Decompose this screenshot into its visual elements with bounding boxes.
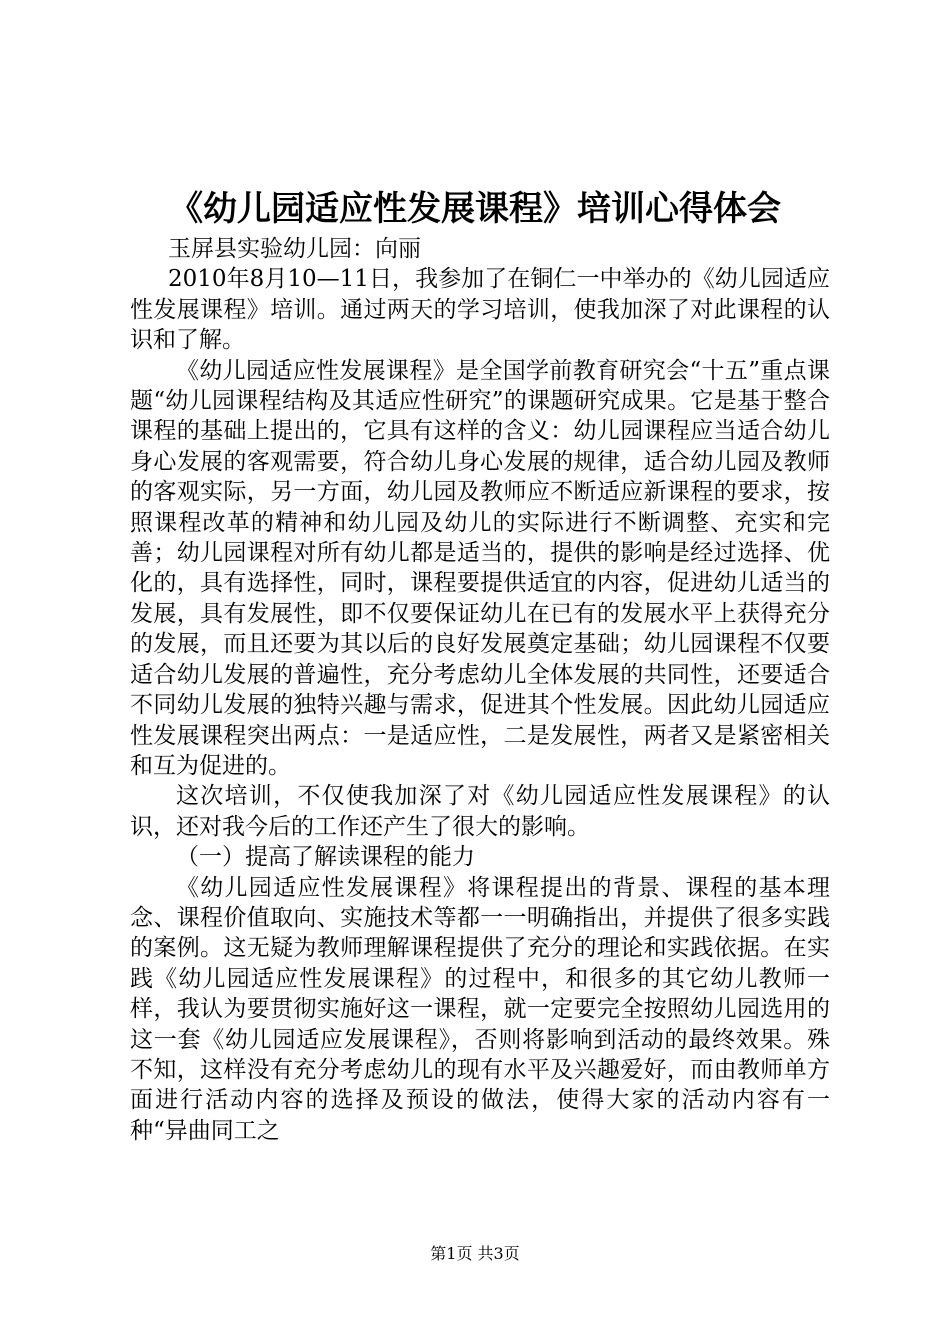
paragraph: 2010年8月10—11日，我参加了在铜仁一中举办的《幼儿园适应性发展课程》培训。通过两天的学习培训，使我加深了对此课程的认识和了解。 [130, 266, 830, 354]
paragraph: 《幼儿园适应性发展课程》是全国学前教育研究会“十五”重点课题“幼儿园课程结构及其适应性研究”的课题研究成果。它是基于整合课程的基础上提出的，它具有这样的含义：幼儿园课程应当适合幼儿身心发展的客观需要，符合幼儿身心发展的规律，适合幼儿园及教师的客观实际，另一方面，幼儿园及教师应不断适应新课程的要求，按照课程改革的精神和幼儿园及幼儿的实际进行不断调整、充实和完善；幼儿园课程对所有幼儿都是适当的，提供的影响是经过选择、优化的，具有选择性，同时，课程要提供适宜的内容，促进幼儿适当的发展，具有发展性，即不仅要保证幼儿在已有的发展水平上获得充分的发展，而且还要为其以后的良好发展奠定基础；幼儿园课程不仅要适合幼儿发展的普遍性，充分考虑幼儿全体发展的共同性，还要适合不同幼儿发展的独特兴趣与需求，促进其个性发展。因此幼儿园适应性发展课程突出两点：一是适应性，二是发展性，两者又是紧密相关和互为促进的。 [130, 357, 830, 779]
paragraph: 《幼儿园适应性发展课程》将课程提出的背景、课程的基本理念、课程价值取向、实施技术等都一一明确指出，并提供了很多实践的案例。这无疑为教师理解课程提供了充分的理论和实践依据。在实践《幼儿园适应性发展课程》的过程中，和很多的其它幼儿教师一样，我认为要贯彻实施好这一课程，就一定要完全按照幼儿园选用的这一套《幼儿园适应发展课程》，否则将影响到活动的最终效果。殊不知，这样没有充分考虑幼儿的现有水平及兴趣爱好，而由教师单方面进行活动内容的选择及预设的做法，使得大家的活动内容有一种“异曲同工之 [130, 874, 830, 1144]
document-title: 《幼儿园适应性发展课程》培训心得体会 [169, 189, 781, 229]
author-line: 玉屏县实验幼儿园：向丽 [168, 236, 421, 262]
paragraph: 这次培训，不仅使我加深了对《幼儿园适应性发展课程》的认识，还对我今后的工作还产生了很大的影响。 [130, 783, 830, 840]
section-heading: （一）提高了解读课程的能力 [176, 844, 475, 871]
document-body [130, 234, 830, 1146]
page-footer: 第1页 共3页 [430, 1244, 520, 1263]
